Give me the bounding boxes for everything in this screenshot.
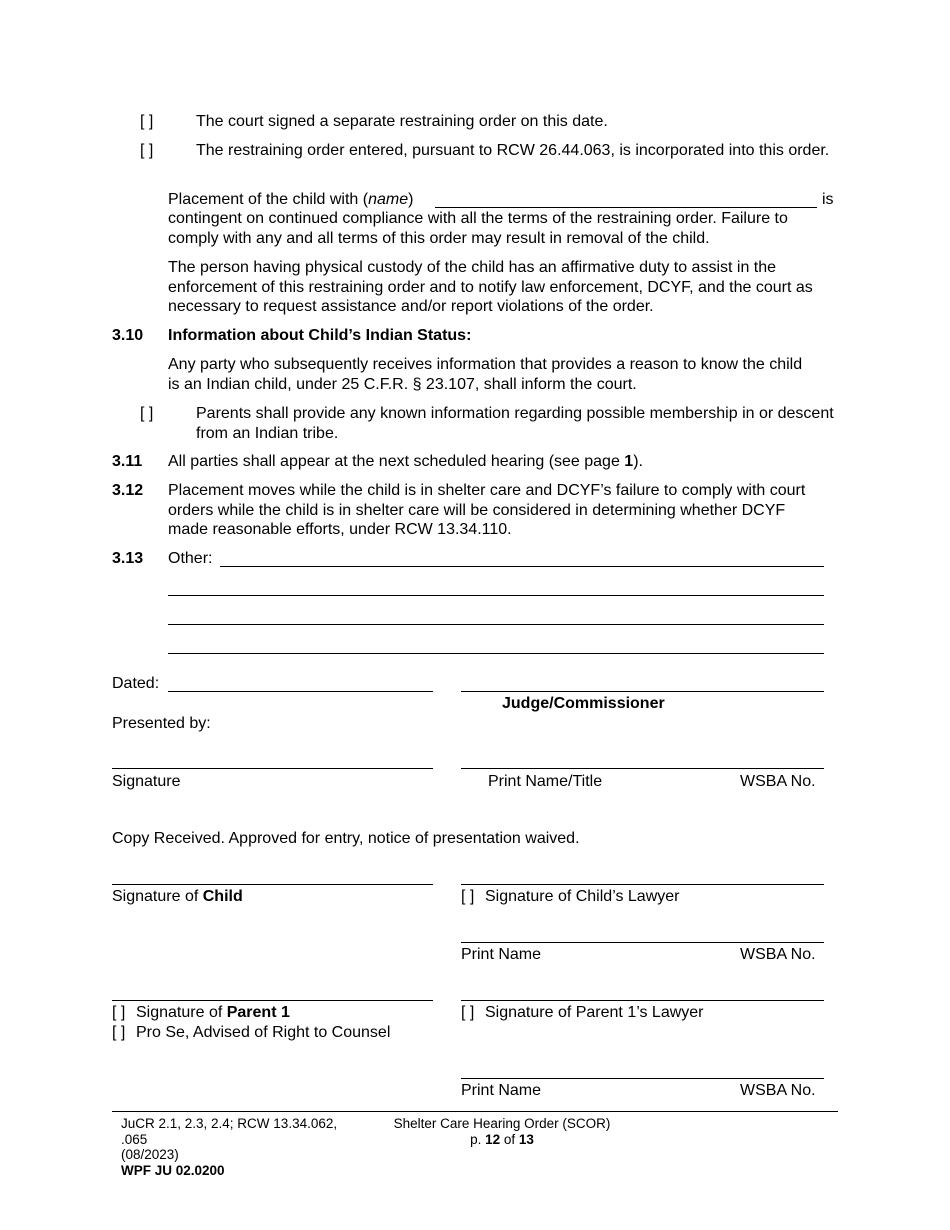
footer-page xyxy=(382,1132,622,1148)
child-lawyer-name-line[interactable] xyxy=(461,942,824,943)
section-number: 3.13 xyxy=(112,550,144,567)
checkbox[interactable]: [ ] xyxy=(140,405,154,422)
restraining-item-text: The restraining order entered, pursuant to RCW 26.44.063, is incorporated into this order. xyxy=(196,142,830,159)
indian-tribe-text: Parents shall provide any known information regarding possible membership in or descent from an Indian tribe. xyxy=(196,405,834,442)
child-signature-label xyxy=(112,887,243,907)
indian-status-paragraph: Any party who subsequently receives information that provides a reason to know the child is an Indian child, under 25 C.F.R. § 23.107, shall inform the court. xyxy=(168,356,803,393)
placement-rest: contingent on continued compliance with all the terms of the restraining order. Failure to comply with any and all terms of this order may result in removal of the child. xyxy=(168,210,788,247)
restraining-item-incorporated xyxy=(140,141,864,161)
page-number: 12 xyxy=(485,1131,501,1147)
dated-label: Dated: xyxy=(112,675,160,692)
judge-signature-line[interactable] xyxy=(461,691,824,692)
sig-of-text: Signature of xyxy=(136,1004,227,1021)
appear-text-end: ). xyxy=(633,453,643,470)
presenter-signature-line[interactable] xyxy=(112,768,433,769)
appear-text: All parties shall appear at the next scheduled hearing (see page xyxy=(168,453,625,470)
child-lawyer-signature-line[interactable] xyxy=(461,884,824,885)
print-name-label: Print Name xyxy=(461,946,542,963)
footer-statutes-cont: .065 xyxy=(121,1131,148,1147)
other-line[interactable] xyxy=(168,624,824,625)
footer-rule xyxy=(112,1111,838,1112)
section-number: 3.12 xyxy=(112,482,144,499)
other-line[interactable] xyxy=(168,595,824,596)
parent1-lawyer-name-line[interactable] xyxy=(461,1078,824,1079)
placement-name-line[interactable] xyxy=(435,207,817,208)
other-label: Other: xyxy=(168,550,213,567)
footer-statutes: JuCR 2.1, 2.3, 2.4; RCW 13.34.062, xyxy=(121,1116,338,1131)
footer-form-id: WPF JU 02.0200 xyxy=(121,1162,225,1178)
page-ref: 1 xyxy=(624,453,634,470)
checkbox[interactable]: [ ] xyxy=(112,1024,126,1041)
child-bold: Child xyxy=(202,888,243,905)
placement-is: is xyxy=(822,191,834,208)
sig-of-text: Signature of xyxy=(112,888,203,905)
checkbox[interactable]: [ ] xyxy=(461,1004,475,1021)
wsba-label: WSBA No. xyxy=(740,773,816,790)
checkbox[interactable]: [ ] xyxy=(112,1004,126,1021)
presenter-name-line[interactable] xyxy=(461,768,824,769)
presented-by-label: Presented by: xyxy=(112,715,211,732)
judge-label: Judge/Commissioner xyxy=(502,695,665,712)
page-total: 13 xyxy=(518,1131,534,1147)
other-line[interactable] xyxy=(168,653,824,654)
checkbox[interactable]: [ ] xyxy=(461,888,475,905)
pro-se-text: Pro Se, Advised of Right to Counsel xyxy=(136,1024,391,1041)
placement-name-label: name xyxy=(368,191,409,208)
placement-prefix-text: Placement of the child with ( xyxy=(168,191,369,208)
restraining-item-text: The court signed a separate restraining order on this date. xyxy=(196,113,608,130)
dated-line[interactable] xyxy=(168,691,433,692)
checkbox[interactable]: [ ] xyxy=(140,113,154,130)
footer-title: Shelter Care Hearing Order (SCOR) xyxy=(393,1116,611,1131)
checkbox[interactable]: [ ] xyxy=(140,142,154,159)
wsba-label: WSBA No. xyxy=(740,1082,816,1099)
page-of: of xyxy=(500,1131,519,1147)
placement-close: ) xyxy=(408,191,414,208)
custody-paragraph: The person having physical custody of the child has an affirmative duty to assist in the enforcement of this restraining order and to notify law enforcement, DCYF, and the court as necessary to request assistance and/or report violations of the order. xyxy=(168,259,813,315)
placement-moves-text: Placement moves while the child is in shelter care and DCYF’s failure to comply with court orders while the child is in shelter care will be considered in determining whether DCYF made reasonable efforts, under RCW 13.34.110. xyxy=(168,482,806,538)
appear-hearing-text xyxy=(168,452,838,472)
wsba-label: WSBA No. xyxy=(740,946,816,963)
section-number: 3.11 xyxy=(112,453,143,470)
child-lawyer-text: Signature of Child’s Lawyer xyxy=(485,888,680,905)
pro-se-label xyxy=(112,1023,390,1043)
section-number: 3.10 xyxy=(112,327,144,344)
child-signature-line[interactable] xyxy=(112,884,433,885)
parent1-lawyer-label xyxy=(461,1003,704,1023)
parent1-signature-line[interactable] xyxy=(112,1000,433,1001)
footer-center xyxy=(382,1116,622,1147)
parent1-bold: Parent 1 xyxy=(226,1004,290,1021)
page-prefix: p. xyxy=(470,1131,486,1147)
print-name-label: Print Name xyxy=(461,1082,542,1099)
placement-prefix xyxy=(168,190,438,210)
child-lawyer-label xyxy=(461,887,679,907)
section-heading: Information about Child’s Indian Status: xyxy=(168,327,472,344)
print-name-title-label: Print Name/Title xyxy=(488,773,603,790)
parent1-lawyer-text: Signature of Parent 1’s Lawyer xyxy=(485,1004,704,1021)
footer-date: (08/2023) xyxy=(121,1147,179,1162)
restraining-item-separate-order xyxy=(140,112,864,132)
indian-tribe-item xyxy=(140,404,856,443)
parent1-lawyer-signature-line[interactable] xyxy=(461,1000,824,1001)
copy-received-text: Copy Received. Approved for entry, notice of presentation waived. xyxy=(112,830,580,847)
other-line[interactable] xyxy=(220,566,824,567)
footer-left xyxy=(121,1116,337,1178)
signature-label: Signature xyxy=(112,773,181,790)
parent1-signature-label xyxy=(112,1003,290,1023)
